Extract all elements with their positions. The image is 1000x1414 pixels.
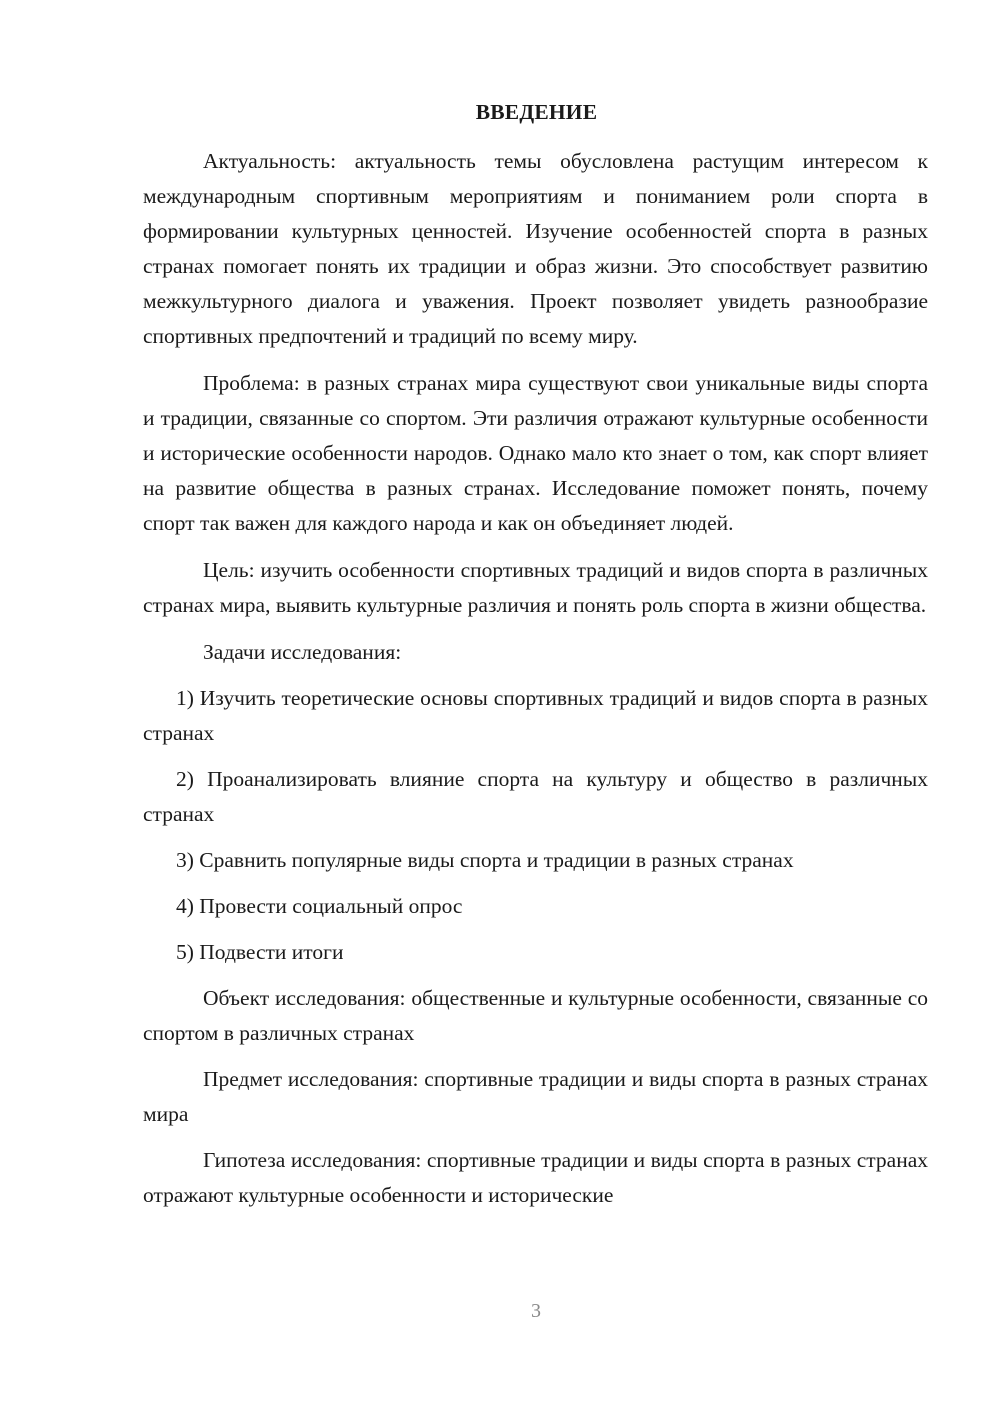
- subject-paragraph: Предмет исследования: спортивные традиции и виды спорта в разных странах мира: [143, 1067, 928, 1126]
- hypothesis-paragraph: Гипотеза исследования: спортивные традиции и виды спорта в разных странах отражают культурные особенности и исторические: [143, 1148, 928, 1207]
- list-item: 1) Изучить теоретические основы спортивных традиций и видов спорта в разных странах: [143, 686, 928, 745]
- tasks-heading: Задачи исследования:: [203, 640, 402, 664]
- goal-paragraph: Цель: изучить особенности спортивных традиций и видов спорта в различных странах мира, выявить культурные различия и понять роль спорта в жизни общества.: [143, 558, 928, 617]
- document-page: [143, 95, 928, 1213]
- list-item: 3) Сравнить популярные виды спорта и традиции в разных странах: [176, 848, 794, 872]
- page-title: ВВЕДЕНИЕ: [475, 100, 598, 124]
- relevance-paragraph: Актуальность: актуальность темы обусловлена растущим интересом к международным спортивным мероприятиям и пониманием роли спорта в формировании культурных ценностей. Изучение особенностей спорта в разных странах помогает понять их традиции и образ жизни. Это способствует развитию межкультурного диалога и уважения. Проект позволяет увидеть разнообразие спортивных предпочтений и традиций по всему миру.: [143, 149, 928, 348]
- list-item: 5) Подвести итоги: [176, 940, 344, 964]
- page-number: 3: [531, 1300, 541, 1322]
- list-item: 4) Провести социальный опрос: [176, 894, 463, 918]
- problem-paragraph: Проблема: в разных странах мира существуют свои уникальные виды спорта и традиции, связанные со спортом. Эти различия отражают культурные особенности и исторические особенности народов. Однако мало кто знает о том, как спорт влияет на развитие общества в разных странах. Исследование поможет понять, почему спорт так важен для каждого народа и как он объединяет людей.: [143, 371, 928, 535]
- list-item: 2) Проанализировать влияние спорта на культуру и общество в различных странах: [143, 767, 928, 826]
- object-paragraph: Объект исследования: общественные и культурные особенности, связанные со спортом в различных странах: [143, 986, 928, 1045]
